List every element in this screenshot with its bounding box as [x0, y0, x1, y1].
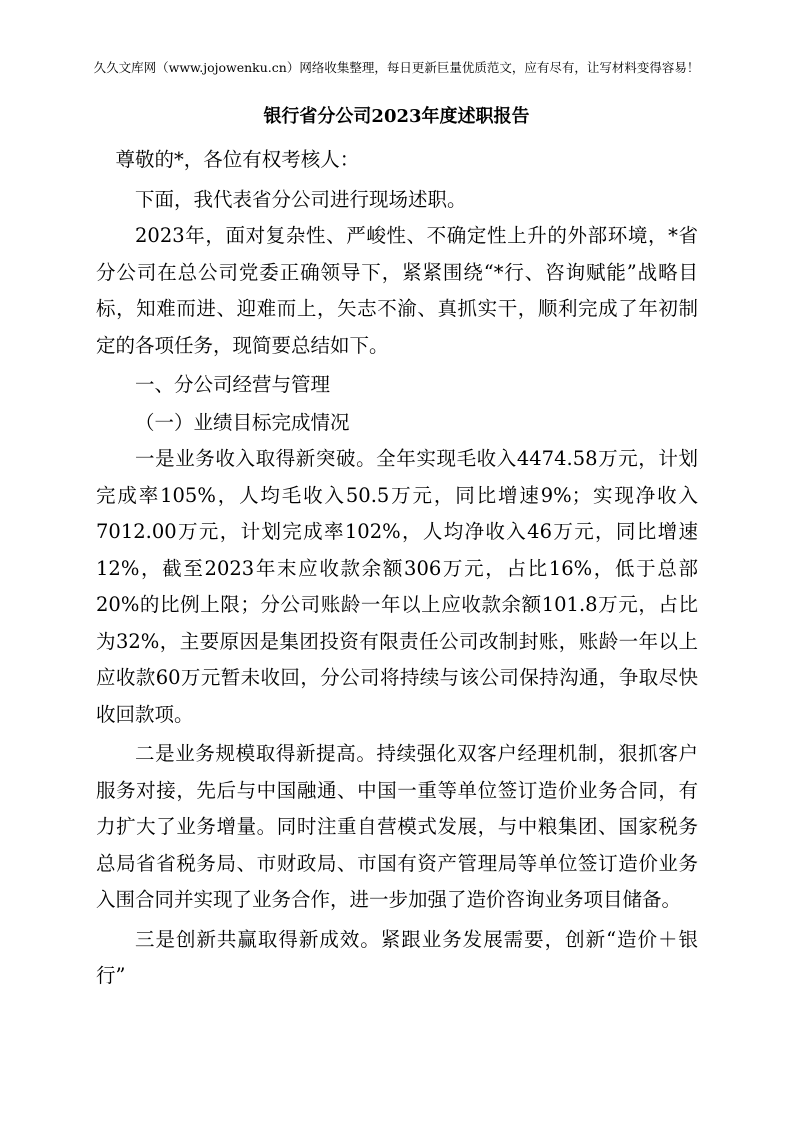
document-title: 银行省分公司2023年度述职报告 [263, 106, 530, 127]
paragraph-scale: 二是业务规模取得新提高。持续强化双客户经理机制，狠抓客户服务对接，先后与中国融通、中国一重等单位签订造价业务合同，有力扩大了业务增量。同时注重自营模式发展，与中粮集团、国家税务总局省省税务局、市财政局、市国有资产管理局等单位签订造价业务入围合同并实现了业务合作，进一步加强了造价咨询业务项目储备。 [96, 742, 698, 911]
paragraph-overview: 2023年，面对复杂性、严峻性、不确定性上升的外部环境，*省分公司在总公司党委正确领导下，紧紧围绕“*行、咨询赋能”战略目标，知难而进、迎难而上，矢志不渝、真抓实干，顺利完成了年初制定的各项任务，现简要总结如下。 [96, 224, 698, 357]
salutation: 尊敬的*，各位有权考核人： [115, 148, 360, 171]
paragraph-revenue: 一是业务收入取得新突破。全年实现毛收入4474.58万元，计划完成率105%，人均毛收入50.5万元，同比增速9%；实现净收入7012.00万元，计划完成率102%，人均净收入46万元，同比增速12%，截至2023年末应收款余额306万元，占比16%，低于总部20%的比例上限；分公司账龄一年以上应收款余额101.8万元，占比为32%，主要原因是集团投资有限责任公司改制封账，账龄一年以上应收款60万元暂未收回，分公司将持续与该公司保持沟通，争取尽快收回款项。 [96, 447, 698, 726]
paragraph-innovation: 三是创新共赢取得新成效。紧跟业务发展需要，创新“造价＋银行” [96, 927, 698, 987]
section-heading: 一、分公司经营与管理 [135, 373, 331, 396]
paragraph-intro: 下面，我代表省分公司进行现场述职。 [135, 187, 467, 211]
document-body [96, 142, 698, 995]
subsection-heading: （一）业绩目标完成情况 [135, 410, 350, 434]
header-note: 久久文库网（www.jojowenku.cn）网络收集整理，每日更新巨量优质范文，应有尽有，让写材料变得容易！ [93, 60, 700, 75]
